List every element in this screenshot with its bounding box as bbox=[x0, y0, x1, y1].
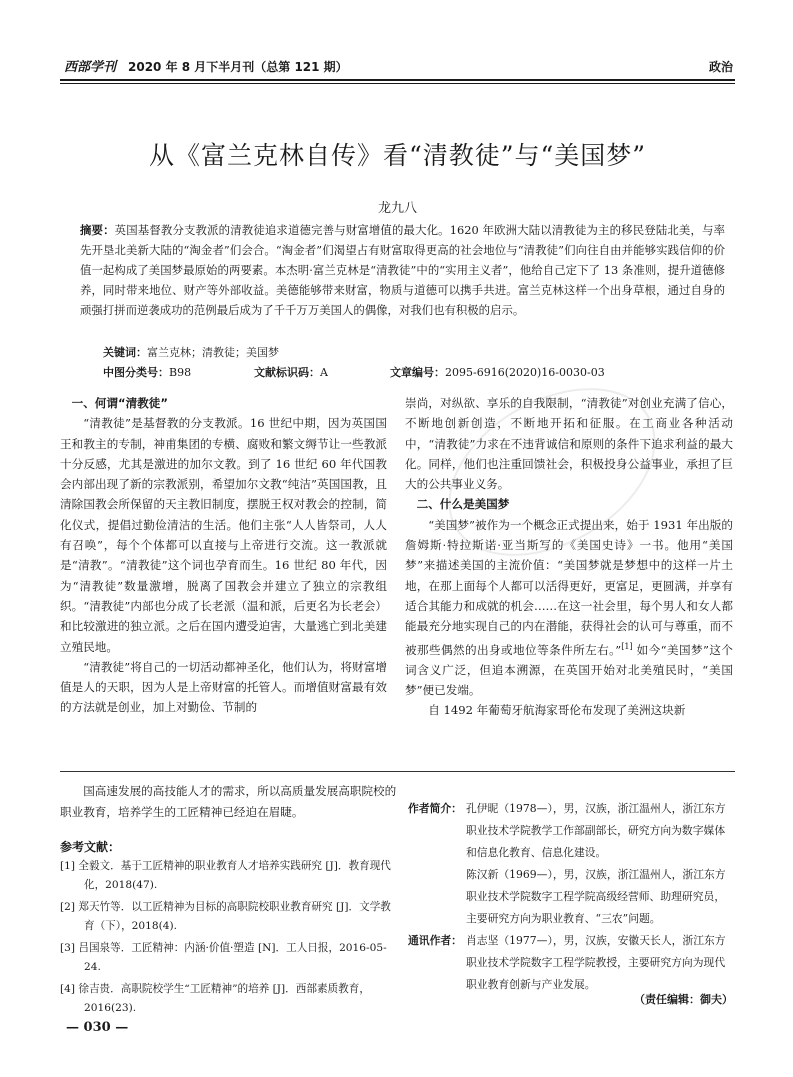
doc-code bbox=[254, 364, 328, 380]
clc-value: B98 bbox=[169, 366, 192, 379]
article-number bbox=[390, 364, 605, 380]
clc-label: 中图分类号： bbox=[103, 366, 169, 379]
section-label: 政治 bbox=[708, 60, 733, 74]
author-intro-2: 陈汉新（1969—），男，汉族，浙江温州人，浙江东方职业技术学院数字工程学院高级经营师、助理研究员，主要研究方向为职业教育、“三农”问题。 bbox=[466, 868, 726, 925]
doc-code-value: A bbox=[320, 366, 328, 379]
article-divider bbox=[60, 771, 735, 772]
reference-item: [4] 徐吉贵．高职院校学生“工匠精神”的培养 [J]．西部素质教育，2016(23). bbox=[60, 983, 370, 1014]
references-list bbox=[60, 857, 400, 1021]
keywords-label: 关键词： bbox=[103, 346, 147, 359]
paragraph: “清教徒”将自己的一切活动都神圣化，他们认为，将财富增值是人的天职，因为人是上帝财富的托管人。而增值财富最有效的方法就是创业，加上对勤俭、节制的 bbox=[60, 659, 387, 715]
author-intro-1: 孔伊昵（1978—），男，汉族，浙江温州人，浙江东方职业技术学院教学工作部副部长，研究方向为数字媒体和信息化教育、信息化建设。 bbox=[466, 802, 726, 859]
section-heading: 一、何谓“清教徒” bbox=[71, 396, 168, 410]
paragraph: 自 1492 年葡萄牙航海家哥伦布发现了美洲这块新 bbox=[428, 703, 686, 718]
header-rule bbox=[60, 79, 735, 81]
keywords bbox=[103, 344, 279, 360]
paragraph-text: “美国梦”被作为一个概念正式提出来，始于 1931 年出版的詹姆斯·特拉斯诺·亚当斯写的《美国史诗》一书。他用“美国梦”来描述美国的主流价值：“美国梦就是梦想中的这样一片土地，在那上面每个人都可以活得更好，更富足，更圆满，并享有适合其能力和成就的机会……在这一社会里，每个男人和女人都能最充分地实现自己的内在潜能，获得社会的认可与尊重，而不被那些偶然的出身或地位等条件所左右。” bbox=[405, 517, 733, 657]
references-title: 参考文献： bbox=[60, 840, 121, 854]
journal-logo: 西部学刊 bbox=[64, 60, 117, 75]
abstract-label: 摘要： bbox=[80, 223, 115, 237]
abstract-text: 英国基督教分支教派的清教徒追求道德完善与财富增值的最大化。1620 年欧洲大陆以清教徒为主的移民登陆北美，与率先开垦北美新大陆的“淘金者”们会合。“淘金者”们渴望占有财富取得更高的社会地位与“清教徒”们向往自由并能够实践信仰的价值一起构成了美国梦最原始的两要素。本杰明·富兰克林是“清教徒”中的“实用主义者”，他给自己定下了 13 条准则，提升道德修养，同时带来地位、财产等外部收益。美德能够带来财富，物质与道德可以携手共进。富兰克林这样一个出身草根，通过自身的顽强打拼而逆袭成功的范例最后成为了千千万万美国人的偶像，对我们也有积极的启示。 bbox=[80, 223, 725, 317]
paragraph: “清教徒”是基督教的分支教派。16 世纪中期，因为英国国王和教主的专制，神甫集团的专横、腐败和繁文缛节让一些教派十分反感，尤其是激进的加尔文教。到了 16 世纪 60 年代国教会内部出现了新的宗教派别，希望加尔文教“纯洁”英国国教，且清除国教会所保留的天主教旧制度，摆脱王权对教会的控制，简化仪式，提倡过勤俭清洁的生活。他们主张“人人皆祭司，人人有召唤”，每个个体都可以直接与上帝进行交流。这一教派就是“清教”。“清教徒”这个词也孕育而生。16 世纪 80 年代，因为“清教徒”数量激增，脱离了国教会并建立了独立的宗教组织。“清教徒”内部也分成了长老派（温和派，后更名为长老会）和比较激进的独立派。之后在国内遭受迫害，大量逃亡到北美建立殖民地。 bbox=[60, 416, 387, 654]
author-intro-label: 作者简介： bbox=[408, 802, 462, 815]
issue-info: 2020 年 8 月下半月刊（总第 121 期） bbox=[128, 60, 348, 74]
page-number: — 030 — bbox=[66, 1020, 129, 1035]
responsible-editor: （责任编辑：御夫） bbox=[634, 993, 733, 1006]
paragraph bbox=[405, 515, 733, 701]
body-column-right bbox=[405, 393, 733, 721]
article-no-value: 2095-6916(2020)16-0030-03 bbox=[445, 366, 605, 379]
corresponding-label: 通讯作者： bbox=[408, 934, 462, 947]
clc-number bbox=[103, 364, 191, 380]
paragraph: 国高速发展的高技能人才的需求，所以高质量发展高职院校的职业教育，培养学生的工匠精神已经迫在眉睫。 bbox=[60, 784, 397, 819]
paragraph: 崇尚，对纵欲、享乐的自我限制，“清教徒”对创业充满了信心，不断地创新创造，不断地开拓和征服。在工商业各种活动中，“清教徒”力求在不违背诚信和原则的条件下追求利益的最大化。同样，他们也注重回馈社会，积极投身公益事业，承担了巨大的公共事业义务。 bbox=[405, 396, 733, 492]
paragraph-text: 如今“美国梦”这个词含义广泛，但追本溯源，在英国开始对北美殖民时，“美国梦”便已发端。 bbox=[405, 642, 733, 698]
corresponding-author: 肖志坚（1977—），男，汉族，安徽天长人，浙江东方职业技术学院数字工程学院教授，主要研究方向为现代职业教育创新与产业发展。 bbox=[466, 934, 726, 991]
reference-item: [3] 吕国泉等．工匠精神：内涵·价值·塑造 [N]．工人日报，2016-05-24. bbox=[60, 942, 387, 973]
keywords-text: 富兰克林；清教徒；美国梦 bbox=[147, 346, 279, 359]
header-rule-thin bbox=[60, 83, 735, 84]
abstract bbox=[80, 220, 725, 320]
author-info bbox=[408, 798, 735, 996]
article-title: 从《富兰克林自传》看“清教徒”与“美国梦” bbox=[148, 141, 647, 170]
doc-code-label: 文献标识码： bbox=[254, 366, 320, 379]
reference-item: [1] 全毅文．基于工匠精神的职业教育人才培养实践研究 [J]．教育现代化，2018(47). bbox=[60, 860, 391, 891]
article-no-label: 文章编号： bbox=[390, 366, 445, 379]
citation-marker: [1] bbox=[621, 641, 633, 651]
section-heading: 二、什么是美国梦 bbox=[416, 497, 510, 512]
reference-item: [2] 郑天竹等．以工匠精神为目标的高职院校职业教育研究 [J]．文学教育（下），2018(4). bbox=[60, 901, 391, 932]
prev-article-tail bbox=[60, 781, 400, 823]
body-column-left bbox=[60, 393, 387, 718]
article-author: 龙九八 bbox=[377, 201, 417, 216]
